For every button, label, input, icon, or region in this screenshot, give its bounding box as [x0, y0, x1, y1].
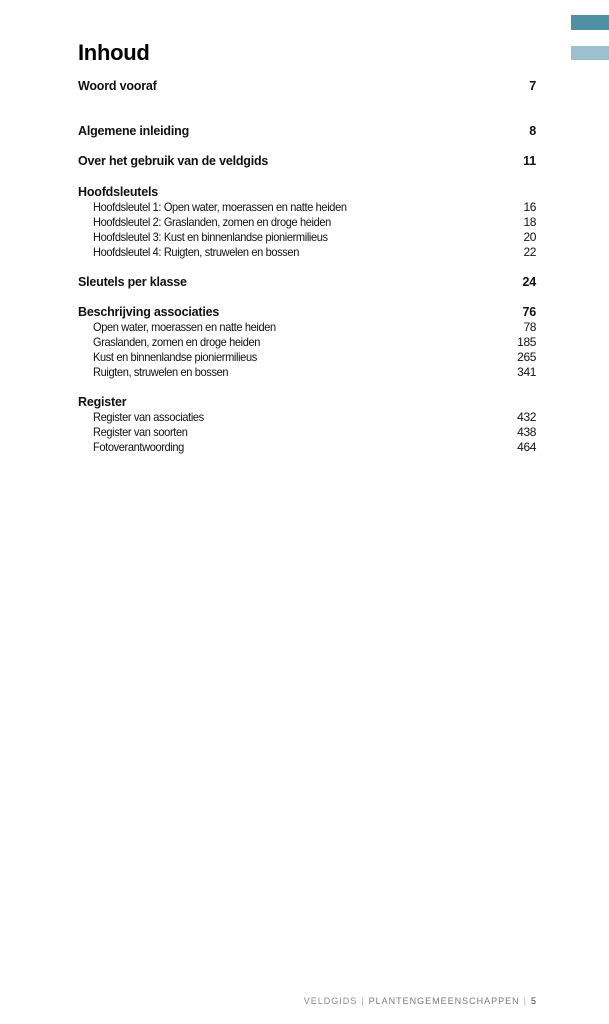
toc-subentry-page: 432: [517, 410, 536, 424]
toc-subentry-label: Register van soorten: [93, 425, 188, 439]
toc-subentry-label: Hoofdsleutel 3: Kust en binnenlandse pioniermilieus: [93, 230, 328, 244]
toc-subentry-label: Open water, moerassen en natte heiden: [93, 320, 276, 334]
footer-separator: |: [361, 996, 365, 1006]
toc-subentry-label: Hoofdsleutel 1: Open water, moerassen en natte heiden: [93, 200, 347, 214]
toc-section-hoofdsleutels: [78, 184, 536, 260]
toc-entry-label: Woord vooraf: [78, 79, 157, 93]
toc-subentry-label: Graslanden, zomen en droge heiden: [93, 335, 261, 349]
footer-book-title: VELDGIDS: [303, 996, 358, 1006]
toc-entry-beschrijving-associaties[interactable]: [78, 304, 536, 320]
toc-entry-sleutels-per-klasse[interactable]: [78, 274, 536, 290]
toc-subentry-page: 438: [517, 425, 536, 439]
toc-subentry-label: Register van associaties: [93, 410, 204, 424]
toc-entry-hoofdsleutels[interactable]: [78, 184, 536, 200]
toc-subentry-label: Kust en binnenlandse pioniermilieus: [93, 350, 257, 364]
toc-entry-label: Sleutels per klasse: [78, 275, 187, 289]
toc-subentry[interactable]: [78, 320, 536, 335]
toc-entry-label: Over het gebruik van de veldgids: [78, 154, 269, 168]
toc-subentry[interactable]: [78, 365, 536, 380]
toc-section-over-gebruik: [78, 153, 536, 169]
toc-entry-page: 24: [522, 275, 536, 289]
toc-subentry[interactable]: [78, 230, 536, 245]
toc-subentry-page: 22: [523, 245, 536, 259]
footer-subtitle: PLANTENGEMEENSCHAPPEN: [368, 996, 520, 1006]
toc-entry-label: Hoofdsleutels: [78, 185, 159, 199]
toc-subentry-label: Hoofdsleutel 4: Ruigten, struwelen en bossen: [93, 245, 299, 259]
toc-entry-woord-vooraf[interactable]: [78, 78, 536, 94]
toc-section-sleutels-per-klasse: [78, 274, 536, 290]
toc-subentry-page: 20: [523, 230, 536, 244]
toc-subentry-page: 16: [523, 200, 536, 214]
toc-subentry[interactable]: [78, 350, 536, 365]
toc-subentry[interactable]: [78, 425, 536, 440]
page-footer: [304, 996, 537, 1006]
toc-entry-over-gebruik[interactable]: [78, 153, 536, 169]
toc-subentry[interactable]: [78, 200, 536, 215]
footer-separator: |: [523, 996, 527, 1006]
toc-subentry-page: 185: [517, 335, 536, 349]
toc-subentry-page: 464: [517, 440, 536, 454]
toc-section-woord-vooraf: [78, 78, 536, 94]
toc-entry-register[interactable]: [78, 394, 536, 410]
toc-subentry-label: Hoofdsleutel 2: Graslanden, zomen en droge heiden: [93, 215, 331, 229]
toc-subentry-label: Fotoverantwoording: [93, 440, 184, 454]
toc-section-beschrijving-associaties: [78, 304, 536, 380]
toc-subentry[interactable]: [78, 215, 536, 230]
section-tab-marker-light: [571, 46, 609, 60]
toc-subentry[interactable]: [78, 410, 536, 425]
toc-entry-label: Beschrijving associaties: [78, 305, 220, 319]
toc-entry-label: Algemene inleiding: [78, 124, 189, 138]
toc-entry-label: Register: [78, 395, 127, 409]
toc-subentry-page: 78: [523, 320, 536, 334]
toc-subentry-page: 265: [517, 350, 536, 364]
page-title: Inhoud: [78, 40, 150, 65]
toc-entry-page: 76: [522, 305, 536, 319]
toc-section-algemene-inleiding: [78, 123, 536, 139]
toc-subentry-page: 18: [523, 215, 536, 229]
toc-subentry[interactable]: [78, 335, 536, 350]
toc-subentry-label: Ruigten, struwelen en bossen: [93, 365, 229, 379]
toc-entry-page: 8: [529, 124, 536, 138]
toc-entry-algemene-inleiding[interactable]: [78, 123, 536, 139]
footer-page-number: 5: [530, 996, 537, 1006]
toc-subentry-page: 341: [517, 365, 536, 379]
toc-section-register: [78, 394, 536, 455]
toc-entry-page: 11: [523, 154, 536, 168]
section-tab-marker-dark: [571, 15, 609, 30]
toc-entry-page: 7: [529, 79, 536, 93]
toc-subentry[interactable]: [78, 245, 536, 260]
toc-subentry[interactable]: [78, 440, 536, 455]
